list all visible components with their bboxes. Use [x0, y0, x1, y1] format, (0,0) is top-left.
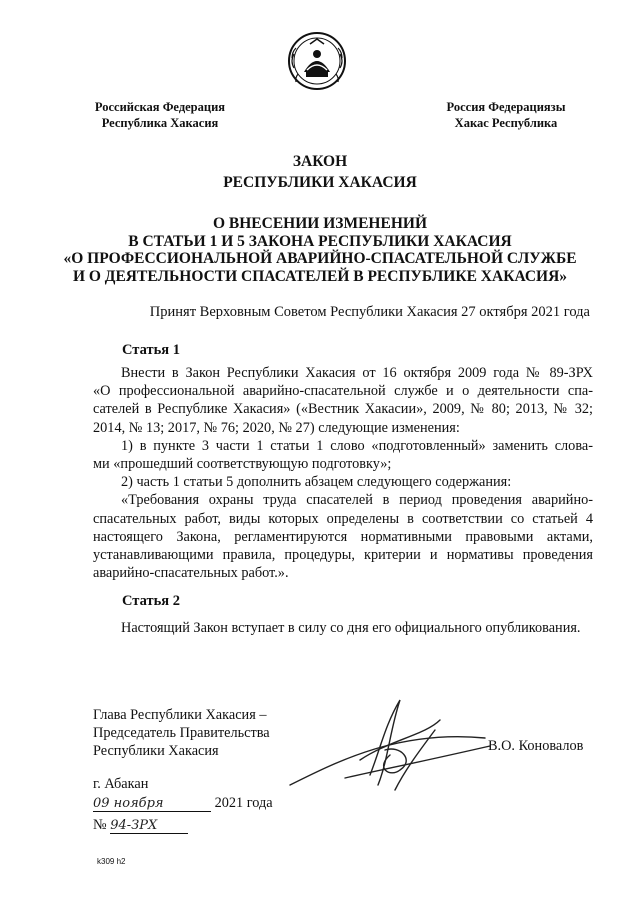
law-title-line: И О ДЕЯТЕЛЬНОСТИ СПАСАТЕЛЕЙ В РЕСПУБЛИКЕ ХАКАСИЯ» [72, 267, 568, 285]
position-line: Республики Хакасия [93, 743, 219, 760]
header-left-country: Российская Федерация [94, 100, 226, 114]
signatory-position [93, 706, 270, 761]
article-2-heading: Статья 2 [122, 593, 180, 609]
article-1-line: 2014, № 13; 2017, № 76; 2020, № 27) следующие изменения: [93, 419, 460, 436]
place: г. Абакан [93, 776, 149, 792]
article-1-line: 2) часть 1 статьи 5 дополнить абзацем следующего содержания: [121, 474, 512, 491]
article-1-line: спасательных работ, виды которых определены в соответствии со статьей 4 [93, 510, 593, 527]
header-left [90, 99, 230, 131]
law-title [60, 215, 580, 285]
header-right [436, 99, 576, 131]
signing-date [93, 795, 273, 812]
coat-of-arms-icon [286, 30, 348, 92]
article-1-heading: Статья 1 [122, 342, 180, 358]
position-line: Глава Республики Хакасия – [93, 707, 267, 723]
article-1-line: «Требования охраны труда спасателей в период проведения аварийно- [121, 492, 593, 509]
header-right-republic: Хакас Республика [454, 116, 558, 130]
signatory-name: В.О. Коновалов [488, 738, 584, 754]
law-title-line: В СТАТЬИ 1 И 5 ЗАКОНА РЕСПУБЛИКИ ХАКАСИЯ [128, 232, 512, 250]
header-left-republic: Республика Хакасия [101, 116, 219, 130]
article-1-line: «О профессиональной аварийно-спасательной службе и о деятельности спа- [93, 383, 593, 400]
law-number [93, 817, 188, 834]
number-sign: № [93, 817, 107, 833]
article-1-line: 1) в пункте 3 части 1 статьи 1 слово «подготовленный» заменить слова- [121, 437, 593, 454]
article-1-line: аварийно-спасательных работ.». [93, 565, 289, 582]
article-1-line: настоящего Закона, регламентируются нормативными правовыми актами, [93, 528, 593, 545]
adoption-note: Принят Верховным Советом Республики Хакасия 27 октября 2021 года [149, 304, 590, 320]
date-year: 2021 года [214, 795, 273, 811]
article-1-line: Внести в Закон Республики Хакасия от 16 октября 2009 года № 89-ЗРХ [121, 365, 593, 381]
law-type: ЗАКОН [292, 153, 348, 170]
law-issuer: РЕСПУБЛИКИ ХАКАСИЯ [223, 174, 417, 191]
article-1-body [93, 364, 593, 582]
handwritten-number: 94-ЗРХ [110, 818, 188, 834]
article-2-body: Настоящий Закон вступает в силу со дня его официального опубликования. [121, 620, 581, 636]
article-1-line: сателей в Республике Хакасия» («Вестник Хакасии», 2009, № 80; 2013, № 32; [93, 401, 593, 418]
handwritten-date: 09 ноября [93, 796, 211, 812]
law-title-line: О ВНЕСЕНИИ ИЗМЕНЕНИЙ [212, 215, 427, 232]
article-1-line: ми «прошедший соответствующую подготовку»; [93, 456, 392, 473]
law-title-line: «О ПРОФЕССИОНАЛЬНОЙ АВАРИЙНО-СПАСАТЕЛЬНОЙ СЛУЖБЕ [63, 250, 577, 267]
handwritten-signature [250, 690, 510, 800]
header-right-country: Россия Федерациязы [446, 100, 566, 114]
article-1-line: устанавливающими правила, процедуры, критерии и нормативы проведения [93, 547, 593, 564]
document-code: k309 h2 [97, 857, 126, 866]
position-line: Председатель Правительства [93, 725, 270, 742]
